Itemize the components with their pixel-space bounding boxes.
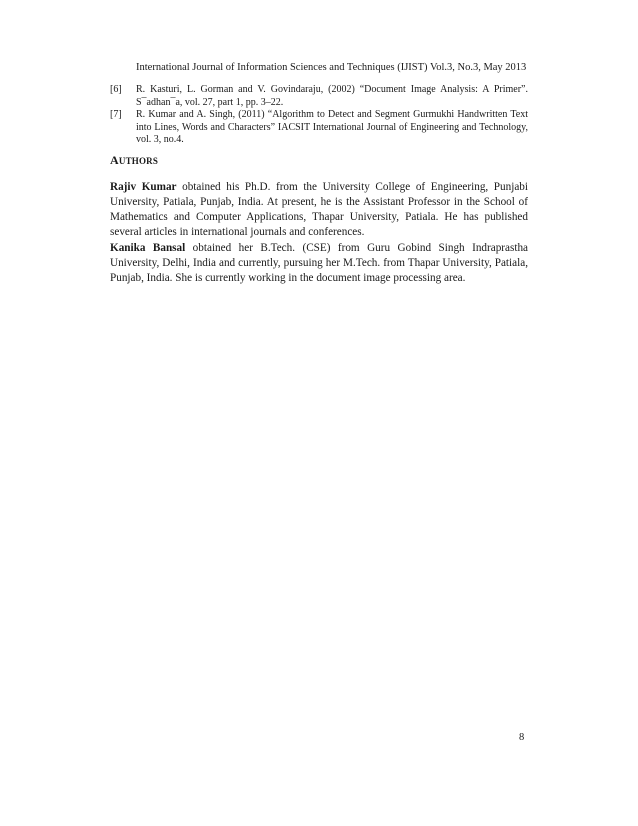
reference-item-7	[110, 109, 528, 147]
reference-number: [6]	[110, 84, 122, 95]
section-heading-authors	[110, 153, 158, 168]
reference-item-6	[110, 84, 528, 109]
section-heading-initial: A	[110, 153, 119, 167]
author-name: Rajiv Kumar	[110, 181, 177, 193]
running-header: International Journal of Information Sciences and Techniques (IJIST) Vol.3, No.3, May 2013	[136, 62, 527, 73]
author-name: Kanika Bansal	[110, 242, 186, 254]
page-number: 8	[519, 732, 525, 743]
author-bio-text: obtained her B.Tech. (CSE) from Guru Gobind Singh Indraprastha University, Delhi, India and currently, pursuing her M.Tech. from Thapar University, Patiala, Punjab, India. She is currently working in the document image processing area.	[110, 242, 529, 284]
reference-number: [7]	[110, 109, 122, 120]
author-bio-rajiv-kumar	[110, 180, 528, 240]
reference-text: R. Kumar and A. Singh, (2011) “Algorithm to Detect and Segment Gurmukhi Handwritten Text into Lines, Words and Characters” IACSIT International Journal of Engineering and Technology, vol. 3, no.4.	[136, 109, 528, 145]
author-bio-kanika-bansal	[110, 241, 528, 286]
section-heading-rest: UTHORS	[118, 156, 159, 166]
author-bio-text: obtained his Ph.D. from the University College of Engineering, Punjabi University, Patiala, Punjab, India. At present, he is the Assistant Professor in the School of Mathematics and Computer Applications, Thapar University, Patiala. He has published several articles in international journals and conferences.	[110, 181, 528, 238]
reference-text: R. Kasturi, L. Gorman and V. Govindaraju, (2002) “Document Image Analysis: A Primer”. S¯adhan¯a, vol. 27, part 1, pp. 3–22.	[136, 84, 528, 108]
